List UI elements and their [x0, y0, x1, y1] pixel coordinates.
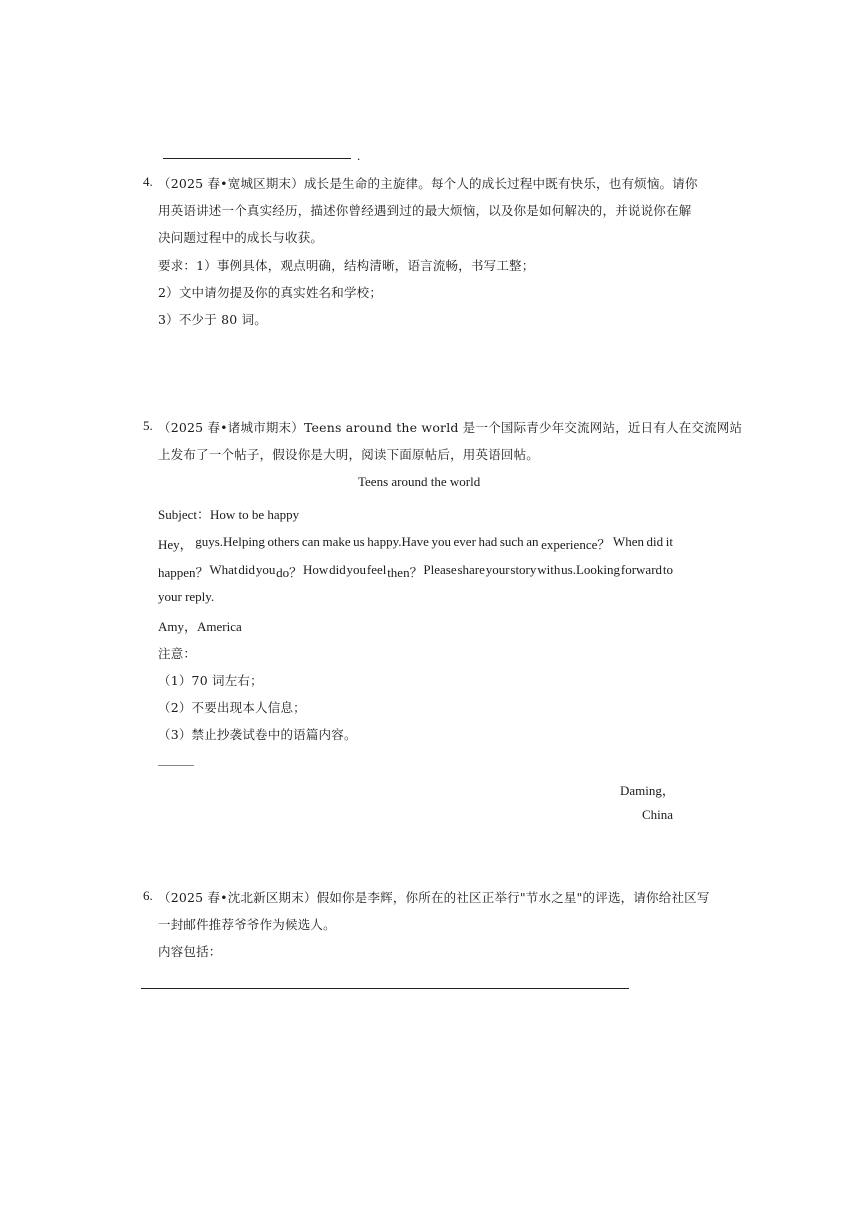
post-signature: Amy，America [158, 619, 242, 634]
reply-sign-place: China [642, 807, 674, 822]
post-body-line-1 [158, 534, 673, 553]
post-body-word: did [238, 562, 255, 577]
post-body-word: story [510, 562, 537, 577]
question-4-requirement-3: 3）不少于 80 词。 [158, 312, 268, 327]
post-body-word: guys.Helping [195, 534, 265, 549]
post-body-word: Please [423, 562, 457, 577]
question-4-requirement-2: 2）文中请勿提及你的真实姓名和学校； [158, 285, 383, 300]
question-6-number: 6. [143, 888, 153, 903]
post-body-word: happen？ [158, 565, 209, 580]
post-title: Teens around the world [358, 474, 481, 489]
post-body-word: others [267, 534, 300, 549]
post-body-word: then？ [387, 565, 423, 580]
post-body-word: forward [620, 562, 663, 577]
post-body-word: did [646, 534, 664, 549]
note-2: （2）不要出现本人信息； [158, 700, 306, 715]
post-body-word: feel [366, 562, 387, 577]
post-body-word: such [499, 534, 524, 549]
post-body-line-2 [158, 562, 673, 581]
post-body-word: ever [453, 534, 476, 549]
question-4-line-2: 用英语讲述一个真实经历，描述你曾经遇到过的最大烦恼，以及你是如何解决的，并说说你在解 [158, 203, 692, 218]
note-title: 注意： [158, 646, 197, 661]
reply-sign-name: Daming， [620, 783, 675, 798]
post-body-word: it [665, 534, 673, 549]
note-3: （3）禁止抄袭试卷中的语篇内容。 [158, 727, 357, 742]
question-6-line-2: 一封邮件推荐爷爷作为候选人。 [158, 917, 336, 932]
post-body-word: you [431, 534, 451, 549]
post-body-word: with [537, 562, 561, 577]
post-body-word: experience？ [541, 537, 611, 552]
question-5-line-2: 上发布了一个帖子，假设你是大明，阅读下面原帖后，用英语回帖。 [158, 447, 540, 462]
post-body-word: Hey， [158, 537, 193, 552]
question-6-line-1: （2025 春•沈北新区期末）假如你是李辉，你所在的社区正举行"节水之星"的评选，请你给社区写 [158, 890, 710, 905]
post-body-word: How [302, 562, 329, 577]
post-body-word: us.Looking [561, 562, 621, 577]
post-body-word: your [485, 562, 510, 577]
post-body-word: had [478, 534, 498, 549]
writing-line-short [158, 765, 194, 766]
question-5-line-1: （2025 春•诸城市期末）Teens around the world 是一个国际青少年交流网站，近日有人在交流网站 [158, 420, 743, 435]
post-body-word: What [209, 562, 238, 577]
post-body-word: make [322, 534, 351, 549]
post-body-word: did [329, 562, 346, 577]
question-4-requirement-1: 要求：1）事例具体，观点明确，结构清晰，语言流畅，书写工整； [158, 258, 535, 273]
question-4-line-1: （2025 春•宽城区期末）成长是生命的主旋律。每个人的成长过程中既有快乐，也有烦恼。请你 [158, 176, 698, 191]
post-body-word: us [353, 534, 365, 549]
post-body-word: you [346, 562, 367, 577]
post-body-word: to [662, 562, 673, 577]
question-5-number: 5. [143, 418, 153, 433]
question-6-line-3: 内容包括： [158, 944, 222, 959]
post-subject: Subject：How to be happy [158, 507, 300, 522]
post-body-word: can [301, 534, 320, 549]
answer-line-period: . [357, 148, 361, 163]
question-4-number: 4. [143, 174, 153, 189]
post-body-word: you [255, 562, 276, 577]
post-body-line-3: your reply. [158, 589, 215, 604]
post-body-word: When [612, 534, 644, 549]
post-body-word: happy.Have [367, 534, 429, 549]
question-4-line-3: 决问题过程中的成长与收获。 [158, 230, 324, 245]
post-body-word: an [526, 534, 539, 549]
post-body-word: share [457, 562, 485, 577]
post-body-word: do？ [276, 565, 303, 580]
note-1: （1）70 词左右； [158, 673, 263, 688]
answer-line [163, 158, 351, 159]
page-bottom-rule [141, 988, 629, 989]
